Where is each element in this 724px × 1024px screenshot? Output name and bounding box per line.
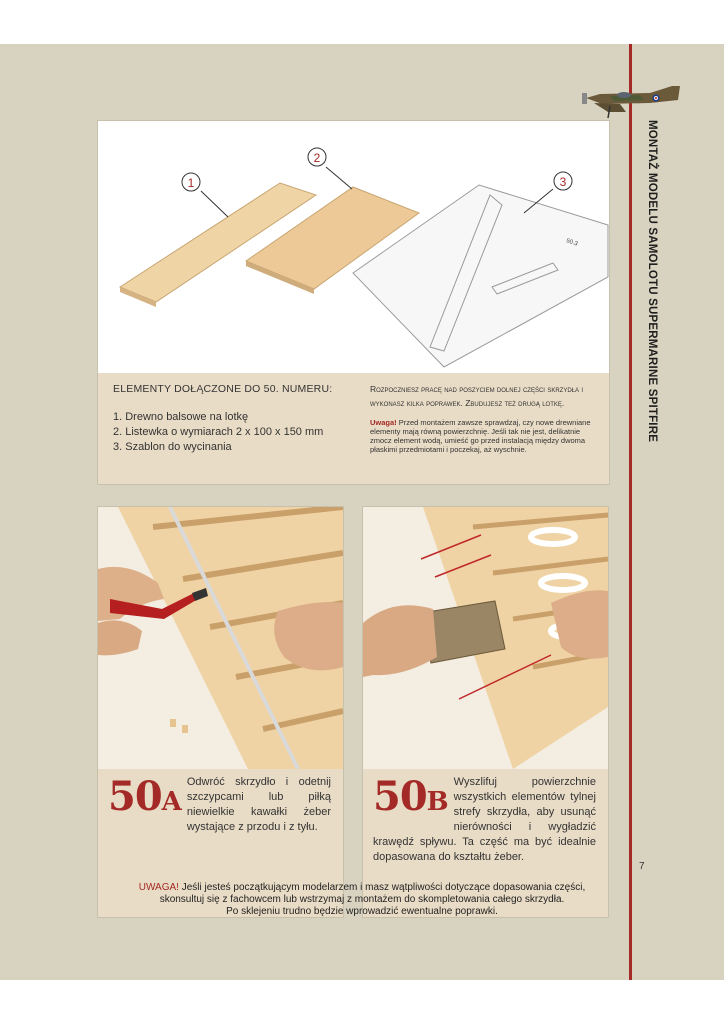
warning-text: Przed montażem zawsze sprawdzaj, czy nowe drewniane elementy mają równą powierzchnię. Jeśli tak nie jest, delikatnie zmocz element wodą, umieść go przed instalacją między dwoma płaskimi przedmiotami i poczekaj, aż wyschnie. <box>370 418 591 454</box>
bottom-warning-text: Jeśli jesteś początkującym modelarzem i masz wątpliwości dotyczące dopasowania części, <box>178 882 586 893</box>
bottom-warning <box>0 882 724 918</box>
intro-text: Rozpoczniesz pracę nad poszyciem dolnej części skrzydła i wykonasz kilka poprawek. Zbudujesz też drugą lotkę. <box>370 384 584 408</box>
warning-label: Uwaga! <box>370 418 397 427</box>
step-number: 50 <box>108 773 162 820</box>
step-50b-panel <box>362 506 609 918</box>
step-50a-photo <box>98 507 343 769</box>
parts-item: 1. Drewno balsowe na lotkę <box>113 411 249 423</box>
bottom-warning-line1 <box>0 882 724 894</box>
callout-3: 3 <box>559 175 567 189</box>
parts-photo <box>98 121 609 373</box>
step-number: 50 <box>373 773 427 820</box>
margin-rule <box>629 44 632 980</box>
callout-1: 1 <box>187 176 195 190</box>
step-50a-panel <box>97 506 344 918</box>
bottom-warning-line3: Po sklejeniu trudno będzie wprowadzić ewentualne poprawki. <box>226 906 498 917</box>
warning-note <box>370 418 598 454</box>
parts-heading: ELEMENTY DOŁĄCZONE DO 50. NUMERU: <box>113 383 333 395</box>
step-50b-photo <box>363 507 608 769</box>
parts-panel <box>97 120 610 485</box>
parts-item: 3. Szablon do wycinania <box>113 441 232 453</box>
step-50a-number <box>108 773 181 822</box>
spitfire-plane-image <box>580 76 686 120</box>
step-50a-text: Odwróć skrzydło i odetnij szczypcami lub piłką niewielkie kawałki żeber wystające z przodu i z tyłu. <box>186 776 331 833</box>
callout-2: 2 <box>313 151 321 165</box>
parts-item: 2. Listewka o wymiarach 2 x 100 x 150 mm <box>113 426 324 438</box>
bottom-warning-line2: skonsultuj się z fachowcem lub wstrzymaj z montażem do skompletowania całego skrzydła. <box>159 894 565 905</box>
template-code: 50.3 <box>565 238 579 248</box>
page <box>0 44 724 980</box>
bottom-warning-label: UWAGA! <box>138 882 179 893</box>
page-number: 7 <box>639 861 645 872</box>
step-50b-number <box>373 773 448 822</box>
step-50b-text: Wyszlifuj powierzchnie wszystkich elementów tylnej strefy skrzydła, aby usunąć nierówności i wygładzić krawędź spływu. Ta część ma być idealnie dopasowana do kształtu żeber. <box>373 776 596 863</box>
section-title: MONTAŻ MODELU SAMOLOTU SUPERMARINE SPITFIRE <box>646 120 658 443</box>
step-letter: A <box>161 787 181 817</box>
step-letter: B <box>426 787 448 817</box>
parts-list <box>113 410 323 455</box>
parts-caption <box>98 373 609 484</box>
parts-notes <box>370 382 598 454</box>
